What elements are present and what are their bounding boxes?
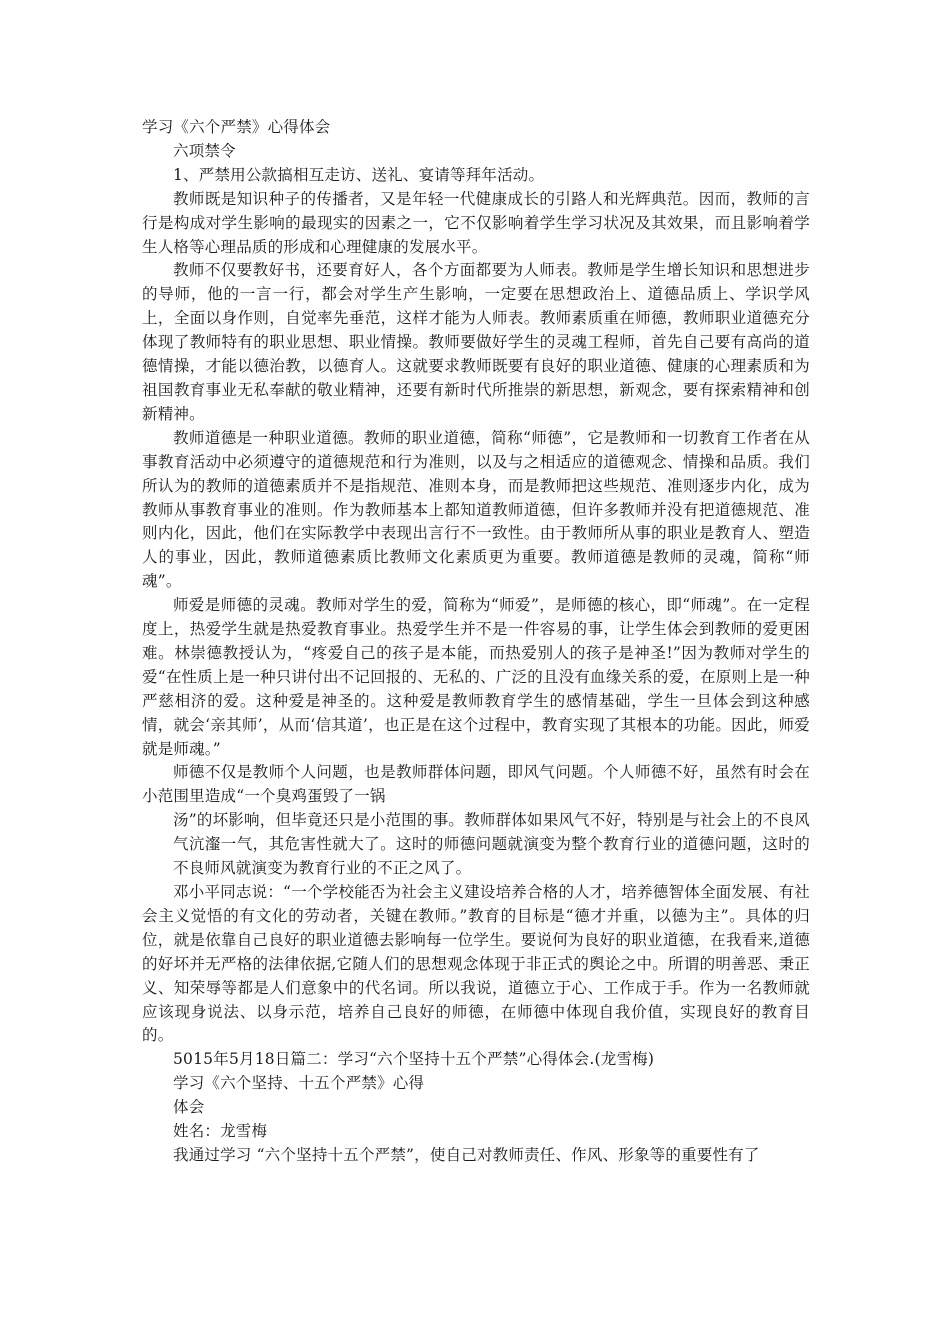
paragraph-6: 师德不仅是教师个人问题，也是教师群体问题，即风气问题。个人师德不好，虽然有时会在小范围里造成“一个臭鸡蛋毁了一锅 [142, 763, 810, 806]
paragraph-2: 教师既是知识种子的传播者，又是年轻一代健康成长的引路人和光辉典范。因而，教师的言行是构成对学生影响的最现实的因素之一，它不仅影响着学生学习状况及其效果，而且影响着学生人格等心理品质的形成和心理健康的发展水平。 [142, 189, 810, 256]
paragraph-3: 教师不仅要教好书，还要育好人，各个方面都要为人师表。教师是学生增长知识和思想进步的导师，他的一言一行，都会对学生产生影响，一定要在思想政治上、道德品质上、学识学风上，全面以身作则，自觉率先垂范，这样才能为人师表。教师素质重在师德，教师职业道德充分体现了教师特有的职业思想、职业情操。教师要做好学生的灵魂工程师，首先自己要有高尚的道德情操，才能以德治教，以德育人。这就要求教师既要有良好的职业道德、健康的心理素质和为祖国教育事业无私奉献的敬业精神，还要有新时代所推崇的新思想，新观念，要有探索精神和创新精神。 [142, 261, 810, 423]
paragraph-8: 邓小平同志说：“一个学校能否为社会主义建设培养合格的人才，培养德智体全面发展、有社会主义觉悟的有文化的劳动者，关键在教师。”教育的目标是“德才并重，以德为主”。具体的归位，就是依靠自己良好的职业道德去影响每一位学生。要说何为良好的职业道德，在我看来,道德的好坏并无严格的法律依据,它随人们的思想观念体现于非正式的舆论之中。所谓的明善恶、秉正义、知荣辱等都是人们意象中的代名词。所以我说，道德立于心、工作成于手。作为一名教师就应该现身说法、以身示范，培养自己良好的师德，在师德中体现自我价值，实现良好的教育目的。 [142, 883, 810, 1045]
paragraph-4: 教师道德是一种职业道德。教师的职业道德，简称“师德”，它是教师和一切教育工作者在从事教育活动中必须遵守的道德规范和行为准则，以及与之相适应的道德观念、情操和品质。我们所认为的教师的道德素质并不是指规范、准则本身，而是教师把这些规范、准则逐步内化，成为教师从事教育事业的准则。作为教师基本上都知道教师道德，但许多教师并没有把道德规范、准则内化，因此，他们在实际教学中表现出言行不一致性。由于教师所从事的职业是教育人、塑造人的事业，因此，教师道德素质比教师文化素质更为重要。教师道德是教师的灵魂，简称“师魂”。 [142, 428, 810, 591]
paragraph-7: 汤”的坏影响，但毕竟还只是小范围的事。教师群体如果风气不好，特别是与社会上的不良风气沆瀣一气，其危害性就大了。这时的师德问题就演变为整个教育行业的道德问题，这时的不良师风就演变为教育行业的不正之风了。 [173, 811, 810, 878]
paragraph-12: 姓名：龙雪梅 [173, 1122, 268, 1141]
paragraph-1: 1、严禁用公款搞相互走访、送礼、宴请等拜年活动。 [173, 165, 545, 184]
document-title: 学习《六个严禁》心得体会 [142, 118, 331, 136]
paragraph-13: 我通过学习 “六个坚持十五个严禁”，使自己对教师责任、作风、形象等的重要性有了 [173, 1145, 760, 1164]
paragraph-5: 师爱是师德的灵魂。教师对学生的爱，简称为“师爱”，是师德的核心，即“师魂”。在一定程度上，热爱学生就是热爱教育事业。热爱学生并不是一件容易的事，让学生体会到教师的爱更困难。林崇德教授认为，“疼爱自己的孩子是本能，而热爱别人的孩子是神圣!”因为教师对学生的爱“在性质上是一种只讲付出不记回报的、无私的、广泛的且没有血缘关系的爱，在原则上是一种严慈相济的爱。这种爱是神圣的。这种爱是教师教育学生的感情基础，学生一旦体会到这种感情，就会‘亲其师’，从而‘信其道’，也正是在这个过程中，教育实现了其根本的功能。因此，师爱就是师魂。” [142, 596, 810, 758]
paragraph-9: 5015年5月18日篇二：学习“六个坚持十五个严禁”心得体会.(龙雪梅) [173, 1050, 655, 1069]
paragraph-11: 体会 [173, 1098, 205, 1117]
document-page [142, 116, 810, 1168]
document-subtitle: 六项禁令 [173, 141, 236, 160]
paragraph-10: 学习《六个坚持、十五个严禁》心得 [173, 1074, 425, 1093]
